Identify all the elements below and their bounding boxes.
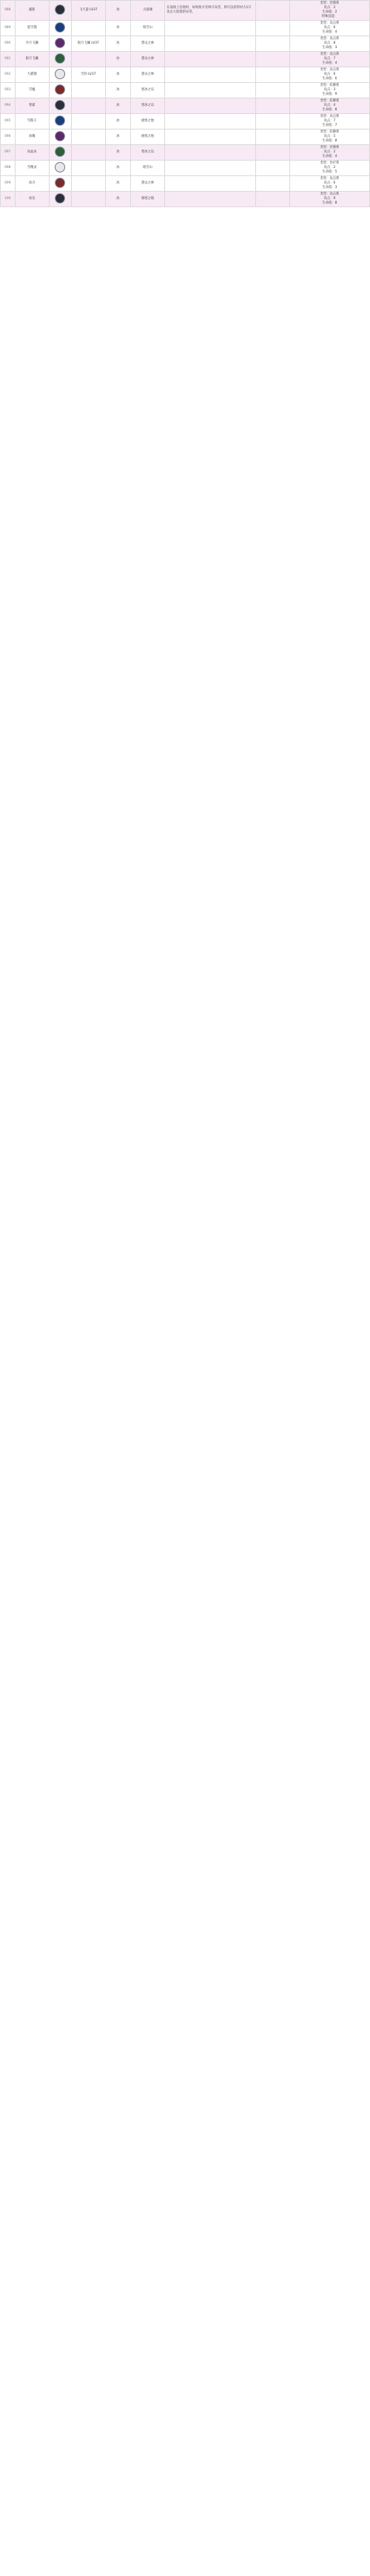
type-cell [255,21,289,36]
table-row [1,176,370,192]
skill-cell [165,176,255,192]
stat-line: 攻击：5 [323,135,336,138]
skill-cell [165,161,255,176]
location-cell-text: 猎杀之林 [141,41,155,45]
stat-line: 攻击：4 [323,104,336,107]
stat-line: 攻击：7 [323,57,336,61]
number-cell [1,1,16,21]
stats-cell [289,67,369,83]
table-row [1,98,370,114]
location-cell [130,161,164,176]
type-cell [255,52,289,67]
attribute-cell [105,1,130,21]
stat-line: 攻击：3 [323,88,336,92]
stat-line: 生命值：8 [322,108,337,112]
number-cell-text: 091 [4,57,11,61]
stats-cell [289,114,369,130]
name-cell-text: 冰龙 [28,197,36,201]
type-cell [255,176,289,192]
name-cell [15,98,49,114]
location-cell [130,192,164,207]
evolution-cell [71,1,105,21]
stat-line: 生命值：5 [322,170,337,174]
attribute-cell-text: 冰 [116,8,120,12]
number-cell [1,83,16,98]
name-cell-text: 裂空猫 [27,26,37,30]
evolution-cell [71,114,105,130]
stats-cell [289,145,369,161]
stat-line: 类型：攻击系 [320,37,340,41]
stat-line: 生命值：8 [322,139,337,143]
location-cell [130,98,164,114]
evolution-cell [71,161,105,176]
monster-avatar-icon [55,84,65,95]
stats-cell [289,161,369,176]
skill-cell [165,21,255,36]
table-row [1,192,370,207]
stat-line: 生命值：6 [322,77,337,81]
location-cell-text: 古墓城 [143,8,152,12]
name-cell-text: 冰魄 [28,135,36,138]
number-cell [1,130,16,145]
evolution-cell [71,192,105,207]
stat-line: 生命值：4 [322,30,337,34]
icon-cell [49,161,71,176]
attribute-cell-text: 冰 [116,104,120,107]
stat-line: 生命值：8 [322,201,337,205]
location-cell [130,21,164,36]
name-cell [15,36,49,52]
attribute-cell-text: 冰 [116,26,120,30]
skill-cell [165,114,255,130]
table-row [1,161,370,176]
stat-line: 攻击：2 [323,150,336,154]
location-cell [130,114,164,130]
name-cell [15,145,49,161]
stat-line: 攻击：2 [323,6,336,10]
location-cell-text: 暗雪山 [143,166,152,169]
evolution-cell [71,98,105,114]
type-cell [255,1,289,21]
name-cell-text: 冷月飞镰 [25,41,38,45]
location-cell-text: 寒冰之岛 [141,104,155,107]
number-cell [1,161,16,176]
name-cell-text: 寒霜 [28,104,36,107]
location-cell [130,130,164,145]
type-cell [255,36,289,52]
location-cell-text: 寒冰之岛 [141,88,155,92]
number-cell-text: 088 [4,8,11,12]
stat-line: 攻击：9 [323,197,336,201]
stat-line: 攻击：7 [323,119,336,123]
stat-line: 类型：控制系 [320,146,340,149]
monster-avatar-icon [55,53,65,64]
location-cell [130,67,164,83]
stat-line: 生命值：4 [322,61,337,65]
table-row [1,114,370,130]
location-cell-text: 极寒之地 [141,197,155,201]
attribute-cell [105,130,130,145]
attribute-cell [105,83,130,98]
stats-cell [289,176,369,192]
monster-table [0,0,370,207]
stats-cell [289,52,369,67]
name-cell [15,1,49,21]
evolution-cell [71,176,105,192]
attribute-cell [105,36,130,52]
location-cell-text: 寒冰之岛 [141,150,155,154]
name-cell [15,114,49,130]
stat-line: 攻击：6 [323,26,336,30]
type-cell [255,161,289,176]
name-cell [15,52,49,67]
name-cell-text: 冰晶虫 [27,150,37,154]
stat-line: 生命值：2 [322,10,337,14]
name-cell [15,21,49,36]
table-row [1,21,370,36]
icon-cell [49,145,71,161]
name-cell [15,83,49,98]
stat-line: 类型：攻击系 [320,177,340,181]
number-cell [1,52,16,67]
attribute-cell [105,192,130,207]
attribute-cell [105,52,130,67]
evolution-cell-text: 银月飞镰 LV37 [77,41,99,45]
table-row [1,36,370,52]
stat-line: 攻击：2 [323,166,336,169]
icon-cell [49,67,71,83]
skill-cell [165,36,255,52]
attribute-cell-text: 冰 [116,166,120,169]
monster-avatar-icon [55,147,65,157]
skill-cell [165,98,255,114]
name-cell-text: 雪熊王 [27,119,37,123]
stat-line: 类型：控制系 [320,1,340,5]
type-cell [255,83,289,98]
stat-line: 生命值：7 [322,124,337,127]
evolution-cell-text: 飞天游 LV37 [79,8,98,12]
monster-avatar-icon [55,38,65,48]
stats-cell [289,36,369,52]
evolution-cell [71,83,105,98]
stat-line: 类型：攻击系 [320,192,340,196]
attribute-cell [105,176,130,192]
evolution-cell [71,21,105,36]
name-cell-text: 噩耗 [28,8,36,12]
attribute-cell [105,67,130,83]
monster-avatar-icon [55,100,65,110]
number-cell [1,114,16,130]
monster-avatar-icon [55,178,65,188]
stat-line: 类型：防御系 [320,84,340,87]
stats-cell [289,192,369,207]
stat-line: 攻击：8 [323,41,336,45]
number-cell [1,145,16,161]
attribute-cell-text: 冰 [116,57,120,61]
stat-line: 类型：治疗系 [320,161,340,165]
icon-cell [49,98,71,114]
skill-cell [165,83,255,98]
table-row [1,52,370,67]
stat-line: 生命值：4 [322,155,337,158]
attribute-cell [105,114,130,130]
attribute-cell-text: 冰 [116,150,120,154]
stat-line: 类型：防御系 [320,99,340,103]
icon-cell [49,36,71,52]
evolution-cell [71,52,105,67]
location-cell-text: 暗雪山 [143,26,152,30]
type-cell [255,130,289,145]
skill-cell [165,130,255,145]
monster-avatar-icon [55,131,65,141]
icon-cell [49,130,71,145]
table-row [1,145,370,161]
number-cell-text: 099 [4,181,11,185]
location-cell-text: 猎杀之林 [141,73,155,76]
name-cell [15,130,49,145]
icon-cell [49,1,71,21]
number-cell [1,67,16,83]
location-cell-text: 猎杀之林 [141,57,155,61]
name-cell [15,67,49,83]
number-cell-text: 098 [4,166,11,169]
name-cell [15,161,49,176]
skill-cell [165,52,255,67]
evolution-cell [71,130,105,145]
skill-cell [165,192,255,207]
table-row [1,67,370,83]
name-cell [15,192,49,207]
attribute-cell-text: 冰 [116,88,120,92]
attribute-cell [105,161,130,176]
number-cell [1,21,16,36]
number-cell [1,36,16,52]
location-cell-text: 极寒之地 [141,119,155,123]
stat-line: 类型：攻击系 [320,115,340,118]
type-cell [255,145,289,161]
number-cell [1,192,16,207]
attribute-cell-text: 冰 [116,41,120,45]
evolution-cell [71,145,105,161]
skill-cell-text: 在战场上出现时，如果敌方有两只异兽，则可以获得对方1只攻击力较低的异兽。 [166,6,252,14]
stats-cell [289,130,369,145]
stat-line: 类型：攻击系 [320,68,340,72]
number-cell [1,176,16,192]
number-cell [1,98,16,114]
icon-cell [49,83,71,98]
skill-cell [165,145,255,161]
number-cell-text: 093 [4,88,11,92]
table-row [1,1,370,21]
location-cell-text: 猎杀之林 [141,181,155,185]
stat-line: 生命值：9 [322,93,337,96]
stat-line: 生命值：3 [322,186,337,189]
location-cell [130,145,164,161]
attribute-cell-text: 冰 [116,119,120,123]
icon-cell [49,21,71,36]
attribute-cell-text: 冰 [116,73,120,76]
number-cell-text: 094 [4,104,11,107]
monster-avatar-icon [55,4,65,15]
number-cell-text: 090 [4,41,11,45]
attribute-cell-text: 冰 [116,135,120,138]
stat-line: 攻击：6 [323,73,336,76]
attribute-cell [105,21,130,36]
location-cell-text: 极寒之地 [141,135,155,138]
attribute-cell [105,98,130,114]
type-cell [255,67,289,83]
stat-line: 攻击：6 [323,181,336,185]
name-cell-text: 冰刃 [28,181,36,185]
icon-cell [49,192,71,207]
name-cell-text: 雪精灵 [27,166,37,169]
name-cell-text: 雪魔 [28,88,36,92]
evolution-cell [71,36,105,52]
attribute-cell-text: 冰 [116,181,120,185]
stat-line: 类型：防御系 [320,130,340,134]
type-cell [255,114,289,130]
stat-line: 类型：攻击系 [320,53,340,56]
icon-cell [49,114,71,130]
location-cell [130,36,164,52]
stats-cell [289,83,369,98]
number-cell-text: 092 [4,73,11,76]
monster-avatar-icon [55,22,65,33]
monster-avatar-icon [55,193,65,204]
skill-cell [165,67,255,83]
monster-avatar-icon [55,69,65,79]
evolution-cell-text: 雪豹 LV37 [81,73,96,76]
number-cell-text: 100 [4,197,11,201]
attribute-cell [105,145,130,161]
stat-line: 类型：攻击系 [320,21,340,25]
name-cell-text: 大猫猫 [27,73,37,76]
stat-line: 生命值：3 [322,46,337,50]
number-cell-text: 095 [4,119,11,123]
location-cell [130,83,164,98]
monster-avatar-icon [55,162,65,172]
stats-cell [289,21,369,36]
type-cell [255,192,289,207]
stats-cell [289,98,369,114]
number-cell-text: 097 [4,150,11,154]
attribute-cell-text: 冰 [116,197,120,201]
name-cell [15,176,49,192]
type-cell [255,98,289,114]
location-cell [130,52,164,67]
monster-table-body [1,1,370,207]
table-row [1,83,370,98]
stats-cell [289,1,369,21]
name-cell-text: 银月飞镰 [25,57,38,61]
stat-line: 特殊技能： [321,15,338,19]
icon-cell [49,52,71,67]
location-cell [130,1,164,21]
evolution-cell [71,67,105,83]
monster-avatar-icon [55,115,65,126]
icon-cell [49,176,71,192]
skill-cell [165,1,255,21]
number-cell-text: 096 [4,135,11,138]
number-cell-text: 089 [4,26,11,30]
table-row [1,130,370,145]
location-cell [130,176,164,192]
